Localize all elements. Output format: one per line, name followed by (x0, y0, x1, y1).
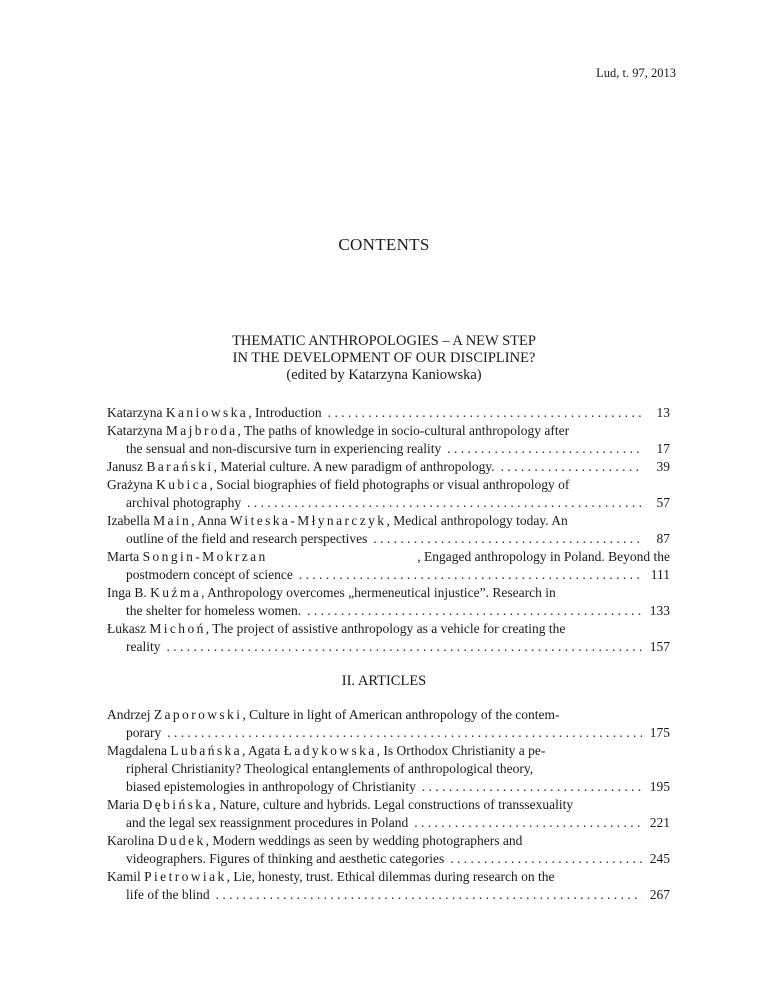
toc-entry[interactable] (107, 706, 670, 742)
entry-title: , Social biographies of field photographs or visual anthropology of (209, 477, 570, 492)
toc-entry[interactable] (107, 620, 670, 656)
leader-dots (216, 886, 642, 904)
section-heading-thematic (0, 333, 768, 384)
entry-title-cont: biased epistemologies in anthropology of Christianity (126, 779, 416, 794)
entry-author: Izabella Main (107, 513, 192, 528)
entry-title: , Engaged anthropology in Poland. Beyond the (417, 549, 670, 564)
entry-title-cont: the shelter for homeless women. (126, 603, 302, 618)
leader-dots (307, 602, 642, 620)
section-heading-articles (0, 673, 768, 690)
leader-dots (373, 530, 642, 548)
entry-title-cont: reality (126, 639, 161, 654)
entry-author: Katarzyna Kaniowska (107, 405, 249, 420)
entry-coauthor: , Agata Ładykowska (242, 743, 377, 758)
toc-entry[interactable] (107, 422, 670, 458)
toc-entry[interactable] (107, 742, 670, 796)
page-number: 245 (649, 851, 670, 866)
toc-entry[interactable] (107, 458, 670, 476)
page-number: 87 (656, 531, 670, 546)
page-number: 17 (656, 441, 670, 456)
leader-dots (414, 814, 642, 832)
toc-section-articles (107, 706, 670, 904)
toc-entry[interactable] (107, 548, 670, 584)
leader-dots (328, 404, 642, 422)
entry-title-cont: outline of the field and research perspectives (126, 531, 368, 546)
entry-title-cont: and the legal sex reassignment procedures in Poland (126, 815, 409, 830)
entry-title-cont: the sensual and non-discursive turn in experiencing reality (126, 441, 442, 456)
entry-title: , Lie, honesty, trust. Ethical dilemmas during research on the (226, 869, 555, 884)
entry-author: Kamil Pietrowiak (107, 869, 227, 884)
page-number: 57 (656, 495, 670, 510)
entry-author: Inga B. Kuźma (107, 585, 202, 600)
toc-entry[interactable] (107, 832, 670, 868)
entry-title-cont: archival photography (126, 495, 242, 510)
entry-author: Grażyna Kubica (107, 477, 210, 492)
leader-dots (422, 778, 642, 796)
toc-entry[interactable] (107, 584, 670, 620)
entry-title: , The paths of knowledge in socio-cultural anthropology after (237, 423, 570, 438)
entry-title-cont: porary (126, 725, 162, 740)
entry-author: Janusz Barański (107, 459, 214, 474)
page-number: 13 (656, 405, 670, 420)
page-number: 39 (656, 459, 670, 474)
entry-author: Magdalena Lubańska (107, 743, 243, 758)
page-number: 221 (649, 815, 670, 830)
entry-title: , Is Orthodox Christianity a pe- (376, 743, 546, 758)
page-number: 195 (649, 779, 670, 794)
page-number: 111 (650, 567, 670, 582)
entry-title-cont: videographers. Figures of thinking and aesthetic categories (126, 851, 445, 866)
entry-author: Maria Dębińska (107, 797, 213, 812)
journal-reference: Lud, t. 97, 2013 (596, 66, 676, 80)
entry-title: , Medical anthropology today. An (386, 513, 568, 528)
toc-entry[interactable] (107, 512, 670, 548)
page-title: CONTENTS (338, 235, 430, 254)
entry-title: , Material culture. A new paradigm of anthropology. (213, 459, 495, 474)
section-heading-line: IN THE DEVELOPMENT OF OUR DISCIPLINE? (232, 350, 536, 366)
entry-author: Marta Songin-Mokrzan (107, 549, 268, 564)
entry-title: , Nature, culture and hybrids. Legal constructions of transsexuality (212, 797, 574, 812)
entry-author: Katarzyna Majbroda (107, 423, 238, 438)
entry-title: , The project of assistive anthropology as a vehicle for creating the (205, 621, 566, 636)
entry-title: , Introduction (248, 405, 322, 420)
entry-title: , Anthropology overcomes „hermeneutical injustice”. Research in (201, 585, 556, 600)
leader-dots (247, 494, 642, 512)
entry-author: Andrzej Zaporowski (107, 707, 243, 722)
leader-dots (447, 440, 642, 458)
entry-title: , Modern weddings as seen by wedding photographers and (205, 833, 523, 848)
entry-title-cont: life of the blind (126, 887, 210, 902)
entry-coauthor: , Anna Witeska-Młynarczyk (191, 513, 387, 528)
leader-dots (166, 638, 642, 656)
entry-title-cont: postmodern concept of science (126, 567, 293, 582)
entry-title: , Culture in light of American anthropology of the contem- (242, 707, 560, 722)
leader-dots (501, 458, 642, 476)
section-heading-line: THEMATIC ANTHROPOLOGIES – A NEW STEP (232, 333, 536, 349)
section-heading-line: II. ARTICLES (341, 673, 427, 689)
page-number: 175 (649, 725, 670, 740)
toc-entry[interactable] (107, 404, 670, 422)
entry-title-cont: ripheral Christianity? Theological entanglements of anthropological theory, (126, 761, 534, 776)
toc-entry[interactable] (107, 868, 670, 904)
entry-author: Karolina Dudek (107, 833, 206, 848)
toc-section-thematic (107, 404, 670, 656)
section-heading-editor: (edited by Katarzyna Kaniowska) (286, 367, 482, 383)
leader-dots (299, 566, 642, 584)
page-number: 157 (649, 639, 670, 654)
page-number: 133 (649, 603, 670, 618)
entry-author: Łukasz Michoń (107, 621, 206, 636)
page-number: 267 (649, 887, 670, 902)
leader-dots (167, 724, 642, 742)
toc-entry[interactable] (107, 476, 670, 512)
leader-dots (450, 850, 642, 868)
toc-entry[interactable] (107, 796, 670, 832)
